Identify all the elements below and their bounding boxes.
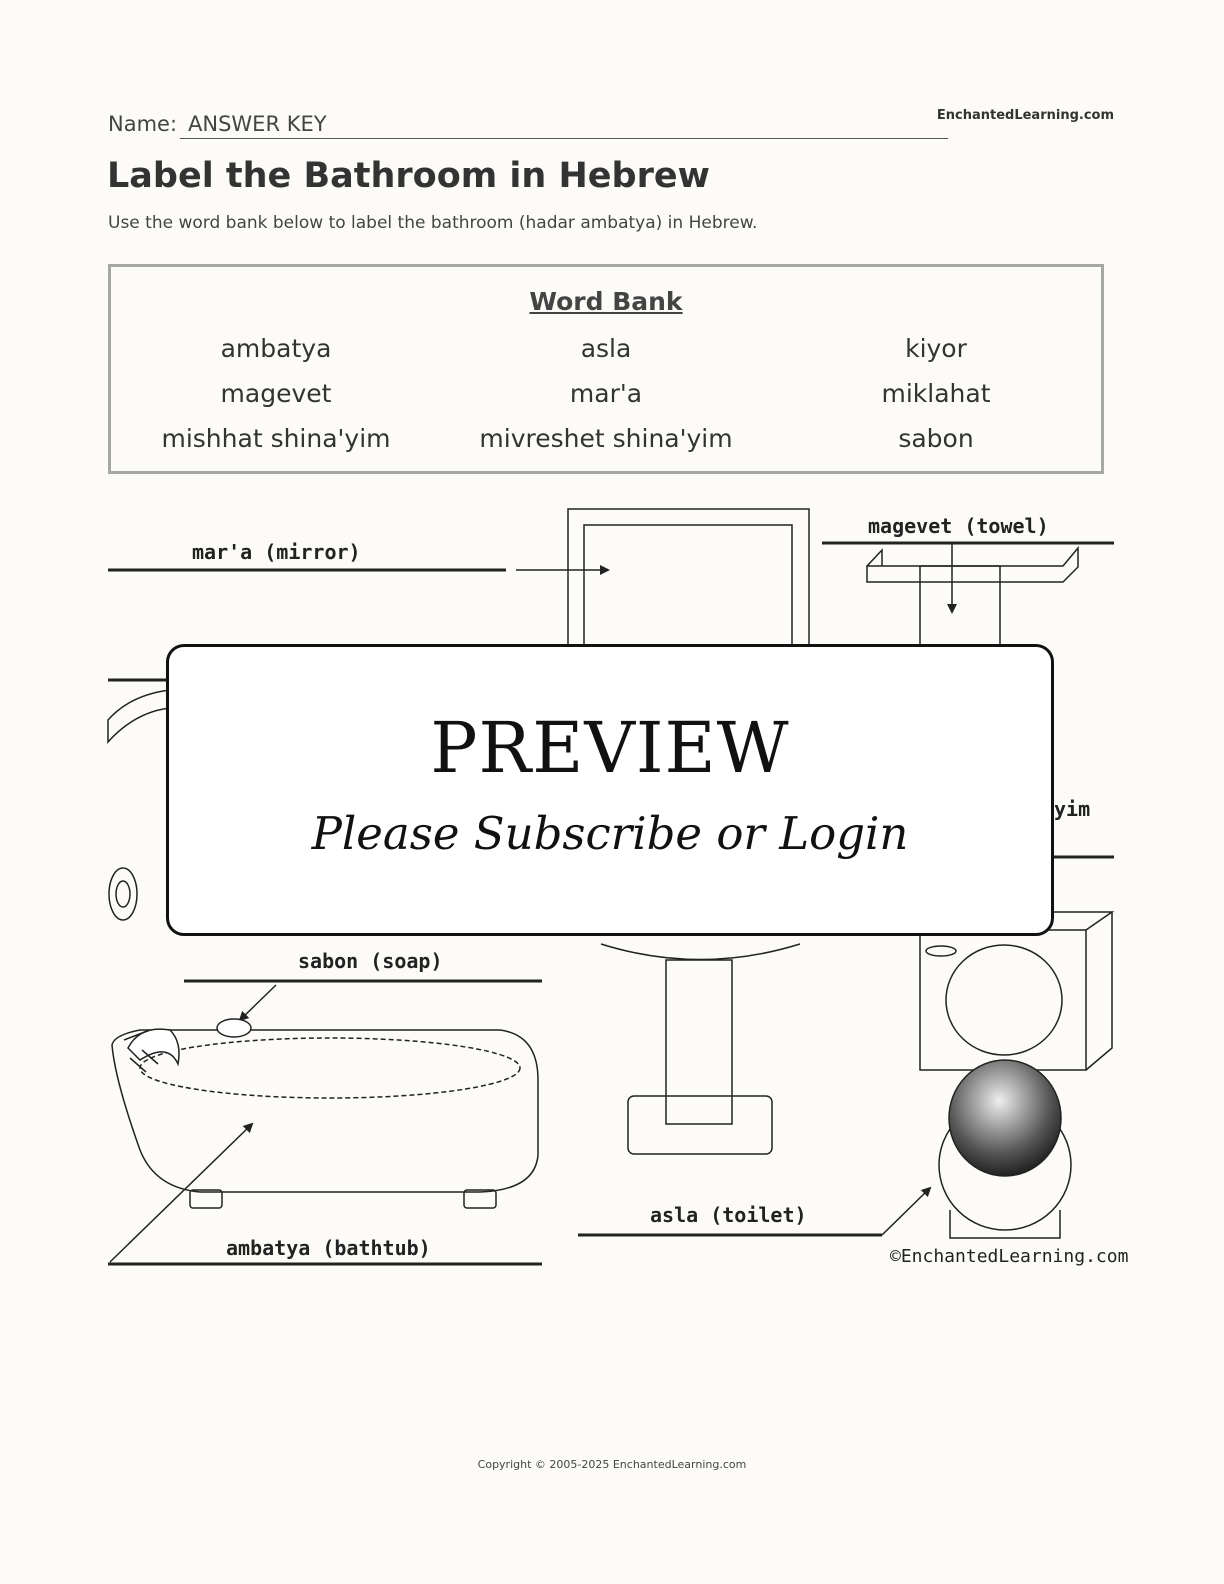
word-bank-word: miklahat	[881, 379, 991, 408]
name-label: Name:	[108, 112, 178, 136]
word-bank-word: kiyor	[905, 334, 967, 363]
name-value: ANSWER KEY	[188, 112, 327, 136]
sink-icon	[108, 680, 172, 920]
site-name: EnchantedLearning.com	[936, 108, 1114, 123]
towel-label: magevet (towel)	[868, 514, 1049, 538]
soap-arrow	[240, 985, 276, 1020]
word-bank-word: asla	[580, 334, 632, 363]
mirror-icon	[568, 509, 809, 649]
soap-label: sabon (soap)	[298, 949, 443, 973]
bathtub-icon	[112, 1019, 538, 1208]
instructions: Use the word bank below to label the bathroom (hadar ambatya) in Hebrew.	[108, 213, 758, 233]
toilet-icon	[920, 912, 1112, 1238]
word-bank-word: mar'a	[569, 379, 643, 408]
toilet-arrow	[882, 1188, 930, 1235]
word-bank-word: ambatya	[220, 334, 332, 363]
page-title: Label the Bathroom in Hebrew	[107, 156, 710, 196]
footer-copyright: Copyright © 2005-2025 EnchantedLearning.com	[477, 1458, 747, 1471]
preview-overlay[interactable]	[166, 644, 1054, 936]
partial-label: yim	[1054, 797, 1091, 821]
towel-icon	[867, 548, 1078, 646]
bathtub-label: ambatya (bathtub)	[226, 1236, 431, 1260]
word-bank-word: sabon	[898, 424, 974, 453]
preview-title: PREVIEW	[430, 707, 790, 789]
preview-subtitle: Please Subscribe or Login	[311, 807, 909, 860]
word-bank-word: magevet	[220, 379, 332, 408]
word-bank-word: mivreshet shina'yim	[479, 424, 733, 453]
mirror-label: mar'a (mirror)	[192, 540, 361, 564]
diagram-copyright: ©EnchantedLearning.com	[890, 1246, 1129, 1267]
toilet-label: asla (toilet)	[650, 1203, 807, 1227]
pedestal-icon	[601, 944, 800, 1154]
word-bank-word: mishhat shina'yim	[161, 424, 391, 453]
word-bank-title: Word Bank	[529, 287, 683, 316]
